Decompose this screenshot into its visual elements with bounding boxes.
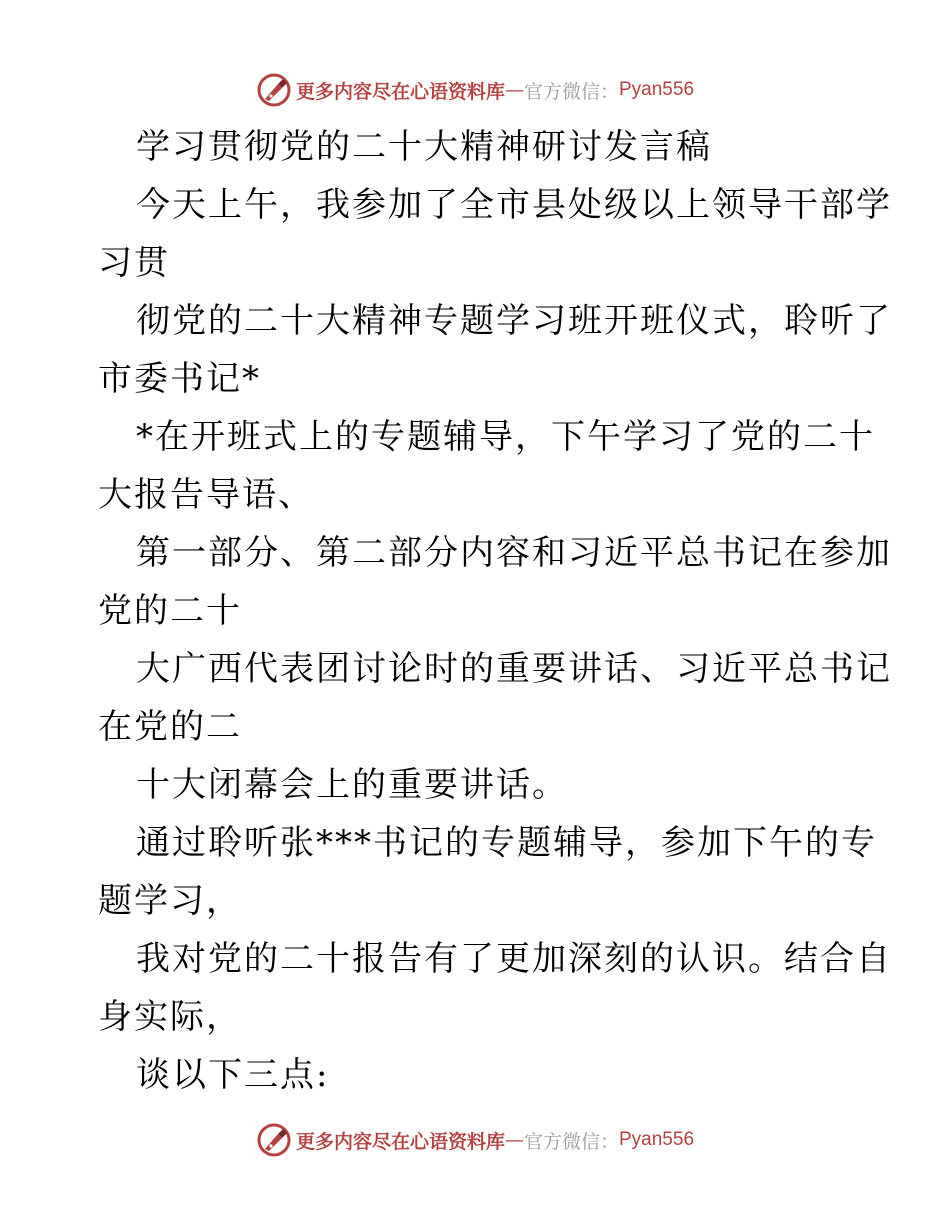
paragraph-line: 市委书记* <box>98 359 261 399</box>
paragraph-line: 党的二十 <box>98 591 242 631</box>
paragraph-line: 身实际， <box>98 997 242 1037</box>
paragraph-line: 大报告导语、 <box>98 475 314 515</box>
pen-nib-logo-icon <box>256 72 292 108</box>
banner-official-label: 官方微信： <box>523 1130 619 1153</box>
paragraph-line: 第一部分、第二部分内容和习近平总书记在参加 <box>136 533 892 573</box>
paragraph-line: 我对党的二十报告有了更加深刻的认识。结合自 <box>136 939 892 979</box>
banner-wechat-handle: Pyan556 <box>619 1129 695 1150</box>
paragraph-line: 在党的二 <box>98 707 242 747</box>
paragraph-line: 彻党的二十大精神专题学习班开班仪式，聆听了 <box>136 301 892 341</box>
document-body <box>98 118 892 1104</box>
banner-separator: — <box>504 79 524 101</box>
banner-official-label: 官方微信： <box>523 80 619 103</box>
banner-brand-text: 更多内容尽在心语资料库 <box>295 80 505 103</box>
paragraph-line: 大广西代表团讨论时的重要讲话、习近平总书记 <box>136 649 892 689</box>
paragraph-line: *在开班式上的专题辅导，下午学习了党的二十 <box>136 417 875 457</box>
banner-brand-text: 更多内容尽在心语资料库 <box>295 1130 505 1153</box>
paragraph-line: 习贯 <box>98 243 170 283</box>
paragraph-line: 十大闭幕会上的重要讲话。 <box>136 765 568 805</box>
document-title: 学习贯彻党的二十大精神研讨发言稿 <box>136 127 712 167</box>
banner-separator: — <box>504 1129 524 1151</box>
banner-wechat-handle: Pyan556 <box>619 79 695 100</box>
paragraph-line: 题学习， <box>98 881 242 921</box>
footer-watermark <box>0 1120 950 1160</box>
pen-nib-logo-icon <box>256 1122 292 1158</box>
paragraph-line: 谈以下三点: <box>136 1055 330 1095</box>
paragraph-line: 通过聆听张***书记的专题辅导，参加下午的专 <box>136 823 877 863</box>
header-watermark <box>0 70 950 110</box>
paragraph-line: 今天上午，我参加了全市县处级以上领导干部学 <box>136 185 892 225</box>
